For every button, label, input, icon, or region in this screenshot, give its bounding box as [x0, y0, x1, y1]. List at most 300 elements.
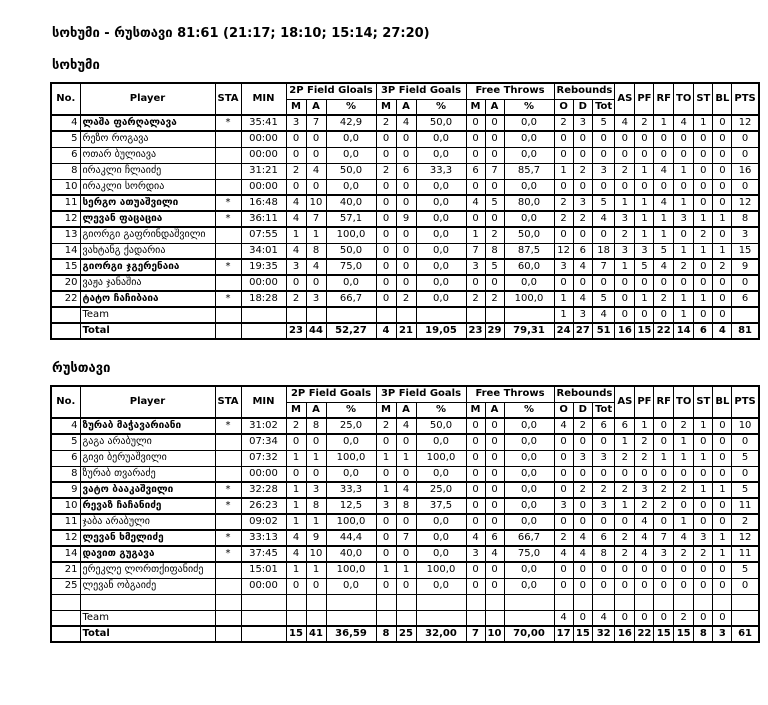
ft-made-cell: 0 — [466, 275, 485, 291]
def-reb-cell: 4 — [573, 291, 592, 307]
rf-cell: 0 — [654, 179, 674, 195]
st-cell: 0 — [694, 147, 713, 163]
no-cell: 5 — [51, 131, 80, 147]
ft-made-cell: 0 — [466, 131, 485, 147]
bl-cell: 2 — [713, 259, 732, 275]
2p-made-cell: 2 — [286, 418, 306, 434]
off-reb-cell: 17 — [554, 626, 573, 642]
tot-reb-cell: 3 — [592, 163, 614, 179]
3p-pct-cell: 0,0 — [416, 466, 466, 482]
2p-made-cell: 1 — [286, 514, 306, 530]
pts-cell — [732, 307, 759, 323]
ft-pct-cell: 0,0 — [504, 115, 554, 131]
ft-pct-cell — [504, 594, 554, 610]
off-reb-cell: 0 — [554, 514, 573, 530]
3p-att-cell: 0 — [396, 179, 416, 195]
3p-made-cell: 0 — [376, 434, 396, 450]
2p-made-cell: 2 — [286, 163, 306, 179]
tot-reb-cell: 4 — [592, 307, 614, 323]
2p-att-cell: 41 — [306, 626, 326, 642]
tot-reb-cell: 3 — [592, 498, 614, 514]
player-name-cell: ლევან ხმელიძე — [80, 530, 215, 546]
col-header-pf: PF — [635, 386, 654, 418]
2p-att-cell: 1 — [306, 514, 326, 530]
pf-cell: 2 — [635, 115, 654, 131]
def-reb-cell: 3 — [573, 307, 592, 323]
ft-made-cell: 0 — [466, 498, 485, 514]
ft-made-cell: 6 — [466, 163, 485, 179]
to-cell: 3 — [674, 211, 694, 227]
3p-att-cell: 7 — [396, 530, 416, 546]
tot-reb-cell: 7 — [592, 259, 614, 275]
pf-cell: 0 — [635, 275, 654, 291]
ft-made-cell: 0 — [466, 466, 485, 482]
2p-att-cell: 3 — [306, 291, 326, 307]
def-reb-cell: 0 — [573, 227, 592, 243]
ft-pct-cell: 79,31 — [504, 323, 554, 339]
ft-made-cell: 0 — [466, 418, 485, 434]
2p-att-cell: 1 — [306, 450, 326, 466]
2p-made-cell: 15 — [286, 626, 306, 642]
3p-pct-cell: 0,0 — [416, 578, 466, 594]
rf-cell: 0 — [654, 131, 674, 147]
to-cell: 1 — [674, 243, 694, 259]
col-header-free-throws: Free Throws — [466, 83, 554, 99]
bl-cell: 0 — [713, 418, 732, 434]
player-name-cell: Total — [80, 626, 215, 642]
2p-made-cell: 1 — [286, 227, 306, 243]
col-header-3p-field-goals: 3P Field Goals — [376, 83, 466, 99]
3p-pct-cell: 0,0 — [416, 434, 466, 450]
3p-att-cell: 21 — [396, 323, 416, 339]
as-cell: 0 — [615, 275, 635, 291]
2p-pct-cell: 0,0 — [326, 578, 376, 594]
match-title: სოხუმი - რუსთავი 81:61 (21:17; 18:10; 15:14; 27:20) — [52, 26, 430, 41]
ft-made-cell: 0 — [466, 578, 485, 594]
3p-att-cell: 4 — [396, 482, 416, 498]
rf-cell: 0 — [654, 147, 674, 163]
3p-made-cell: 2 — [376, 163, 396, 179]
pf-cell: 2 — [635, 498, 654, 514]
2p-att-cell: 0 — [306, 578, 326, 594]
tot-reb-cell: 0 — [592, 179, 614, 195]
col-header-attempts: A — [306, 402, 326, 418]
ft-att-cell: 0 — [485, 466, 504, 482]
2p-made-cell: 4 — [286, 546, 306, 562]
3p-pct-cell: 19,05 — [416, 323, 466, 339]
col-header-player: Player — [80, 386, 215, 418]
3p-pct-cell: 0,0 — [416, 195, 466, 211]
2p-made-cell: 23 — [286, 323, 306, 339]
pf-cell: 4 — [635, 530, 654, 546]
2p-made-cell — [286, 610, 306, 626]
2p-att-cell: 0 — [306, 434, 326, 450]
def-reb-cell: 3 — [573, 450, 592, 466]
off-reb-cell: 3 — [554, 259, 573, 275]
2p-att-cell: 9 — [306, 530, 326, 546]
bl-cell — [713, 594, 732, 610]
min-cell: 00:00 — [241, 179, 286, 195]
bl-cell: 4 — [713, 323, 732, 339]
2p-pct-cell: 33,3 — [326, 482, 376, 498]
off-reb-cell: 0 — [554, 227, 573, 243]
player-row — [51, 450, 759, 466]
player-row — [51, 147, 759, 163]
3p-pct-cell: 100,0 — [416, 562, 466, 578]
as-cell: 6 — [615, 418, 635, 434]
2p-att-cell: 10 — [306, 195, 326, 211]
st-cell: 1 — [694, 211, 713, 227]
2p-pct-cell: 0,0 — [326, 466, 376, 482]
team-row — [51, 610, 759, 626]
as-cell: 4 — [615, 115, 635, 131]
ft-made-cell: 0 — [466, 147, 485, 163]
st-cell: 1 — [694, 243, 713, 259]
st-cell: 0 — [694, 163, 713, 179]
col-header-pf: PF — [635, 83, 654, 115]
player-row — [51, 179, 759, 195]
tot-reb-cell: 0 — [592, 434, 614, 450]
off-reb-cell: 4 — [554, 546, 573, 562]
ft-att-cell: 0 — [485, 482, 504, 498]
off-reb-cell: 2 — [554, 195, 573, 211]
3p-made-cell: 4 — [376, 323, 396, 339]
ft-att-cell: 0 — [485, 450, 504, 466]
ft-made-cell: 7 — [466, 243, 485, 259]
sta-cell — [215, 323, 241, 339]
ft-pct-cell: 0,0 — [504, 482, 554, 498]
min-cell: 35:41 — [241, 115, 286, 131]
st-cell: 0 — [694, 434, 713, 450]
pts-cell: 12 — [732, 530, 759, 546]
ft-made-cell: 0 — [466, 115, 485, 131]
player-row — [51, 259, 759, 275]
player-row — [51, 578, 759, 594]
no-cell: 14 — [51, 243, 80, 259]
2p-made-cell: 1 — [286, 450, 306, 466]
col-header-2p-field-goals: 2P Field Gloals — [286, 83, 376, 99]
ft-att-cell: 7 — [485, 163, 504, 179]
pts-cell: 9 — [732, 259, 759, 275]
2p-made-cell: 0 — [286, 434, 306, 450]
3p-pct-cell: 37,5 — [416, 498, 466, 514]
2p-pct-cell: 100,0 — [326, 562, 376, 578]
col-header-2p-field-goals: 2P Field Goals — [286, 386, 376, 402]
no-cell — [51, 626, 80, 642]
to-cell: 0 — [674, 578, 694, 594]
2p-att-cell: 0 — [306, 147, 326, 163]
2p-att-cell: 7 — [306, 115, 326, 131]
section-sokhumi — [50, 58, 768, 340]
3p-att-cell: 4 — [396, 115, 416, 131]
def-reb-cell: 4 — [573, 259, 592, 275]
as-cell: 0 — [615, 179, 635, 195]
2p-pct-cell: 75,0 — [326, 259, 376, 275]
ft-att-cell: 0 — [485, 514, 504, 530]
def-reb-cell: 0 — [573, 498, 592, 514]
2p-made-cell: 3 — [286, 115, 306, 131]
2p-pct-cell: 0,0 — [326, 147, 376, 163]
ft-made-cell: 0 — [466, 562, 485, 578]
as-cell: 0 — [615, 291, 635, 307]
st-cell: 1 — [694, 115, 713, 131]
as-cell: 1 — [615, 259, 635, 275]
as-cell: 0 — [615, 610, 635, 626]
rf-cell: 4 — [654, 259, 674, 275]
2p-att-cell: 0 — [306, 466, 326, 482]
pts-cell: 11 — [732, 498, 759, 514]
st-cell: 0 — [694, 562, 713, 578]
st-cell: 1 — [694, 450, 713, 466]
2p-made-cell: 1 — [286, 562, 306, 578]
sta-cell: * — [215, 195, 241, 211]
pf-cell: 2 — [635, 450, 654, 466]
3p-made-cell: 0 — [376, 227, 396, 243]
player-name-cell: ირაკლი ჩლაიძე — [80, 163, 215, 179]
as-cell: 2 — [615, 163, 635, 179]
ft-att-cell: 0 — [485, 115, 504, 131]
off-reb-cell — [554, 594, 573, 610]
player-name-cell: ვატო ბააკაშვილი — [80, 482, 215, 498]
tot-reb-cell: 0 — [592, 514, 614, 530]
sta-cell: * — [215, 259, 241, 275]
col-header-attempts: A — [485, 402, 504, 418]
to-cell: 0 — [674, 275, 694, 291]
col-header-no: No. — [51, 83, 80, 115]
empty-row — [51, 594, 759, 610]
3p-att-cell: 0 — [396, 546, 416, 562]
min-cell: 34:01 — [241, 243, 286, 259]
as-cell: 2 — [615, 450, 635, 466]
3p-made-cell: 1 — [376, 482, 396, 498]
min-cell — [241, 626, 286, 642]
pts-cell: 10 — [732, 418, 759, 434]
col-header-player: Player — [80, 83, 215, 115]
bl-cell: 0 — [713, 450, 732, 466]
ft-made-cell: 0 — [466, 211, 485, 227]
2p-pct-cell: 40,0 — [326, 546, 376, 562]
tot-reb-cell: 0 — [592, 275, 614, 291]
2p-pct-cell — [326, 610, 376, 626]
3p-att-cell: 0 — [396, 147, 416, 163]
3p-pct-cell — [416, 594, 466, 610]
player-name-cell: გივი ბერუაშვილი — [80, 450, 215, 466]
st-cell: 0 — [694, 307, 713, 323]
no-cell: 12 — [51, 530, 80, 546]
player-name-cell: გიორგი გაფრინდაშვილი — [80, 227, 215, 243]
st-cell: 0 — [694, 275, 713, 291]
2p-made-cell: 0 — [286, 578, 306, 594]
col-header-st: ST — [694, 83, 713, 115]
player-name-cell: სერგო ათუაშვილი — [80, 195, 215, 211]
3p-pct-cell: 0,0 — [416, 291, 466, 307]
sta-cell — [215, 275, 241, 291]
def-reb-cell: 0 — [573, 610, 592, 626]
2p-att-cell: 8 — [306, 418, 326, 434]
2p-made-cell: 4 — [286, 243, 306, 259]
3p-pct-cell: 0,0 — [416, 211, 466, 227]
ft-att-cell: 0 — [485, 131, 504, 147]
min-cell: 33:13 — [241, 530, 286, 546]
sta-cell: * — [215, 530, 241, 546]
col-header-rebounds: Rebounds — [554, 386, 615, 402]
st-cell: 3 — [694, 530, 713, 546]
player-name-cell: გაგა არაბული — [80, 434, 215, 450]
tot-reb-cell: 0 — [592, 131, 614, 147]
tot-reb-cell — [592, 594, 614, 610]
player-name-cell: ლევან ფაცაცია — [80, 211, 215, 227]
off-reb-cell: 1 — [554, 307, 573, 323]
no-cell: 22 — [51, 291, 80, 307]
def-reb-cell: 2 — [573, 211, 592, 227]
ft-made-cell: 4 — [466, 530, 485, 546]
bl-cell: 0 — [713, 307, 732, 323]
st-cell: 0 — [694, 131, 713, 147]
no-cell: 15 — [51, 259, 80, 275]
def-reb-cell: 0 — [573, 275, 592, 291]
player-name-cell: Team — [80, 610, 215, 626]
2p-att-cell: 7 — [306, 211, 326, 227]
min-cell: 00:00 — [241, 275, 286, 291]
st-cell: 0 — [694, 179, 713, 195]
ft-att-cell: 5 — [485, 259, 504, 275]
pts-cell — [732, 594, 759, 610]
no-cell: 4 — [51, 418, 80, 434]
def-reb-cell: 2 — [573, 482, 592, 498]
no-cell: 6 — [51, 147, 80, 163]
no-cell — [51, 610, 80, 626]
col-header-made: M — [376, 99, 396, 115]
player-row — [51, 195, 759, 211]
col-header-off-rebounds: O — [554, 402, 573, 418]
sta-cell — [215, 179, 241, 195]
rf-cell: 4 — [654, 195, 674, 211]
player-name-cell: ჯაბა არაბული — [80, 514, 215, 530]
col-header-as: AS — [615, 386, 635, 418]
ft-pct-cell: 87,5 — [504, 243, 554, 259]
st-cell: 0 — [694, 466, 713, 482]
2p-pct-cell: 36,59 — [326, 626, 376, 642]
tot-reb-cell: 18 — [592, 243, 614, 259]
col-header-bl: BL — [713, 386, 732, 418]
3p-pct-cell: 25,0 — [416, 482, 466, 498]
def-reb-cell: 6 — [573, 243, 592, 259]
ft-made-cell: 3 — [466, 259, 485, 275]
sta-cell: * — [215, 115, 241, 131]
def-reb-cell: 0 — [573, 434, 592, 450]
pts-cell — [732, 610, 759, 626]
ft-att-cell — [485, 307, 504, 323]
col-header-pts: PTS — [732, 83, 759, 115]
3p-pct-cell: 0,0 — [416, 259, 466, 275]
bl-cell: 1 — [713, 482, 732, 498]
rf-cell: 0 — [654, 434, 674, 450]
ft-pct-cell: 70,00 — [504, 626, 554, 642]
ft-pct-cell — [504, 307, 554, 323]
col-header-to: TO — [674, 83, 694, 115]
col-header-attempts: A — [396, 402, 416, 418]
st-cell: 6 — [694, 323, 713, 339]
header-group-row — [51, 83, 759, 99]
col-header-percent: % — [416, 99, 466, 115]
min-cell — [241, 323, 286, 339]
def-reb-cell: 0 — [573, 578, 592, 594]
rf-cell: 0 — [654, 562, 674, 578]
3p-made-cell: 0 — [376, 131, 396, 147]
2p-made-cell: 3 — [286, 259, 306, 275]
min-cell: 31:21 — [241, 163, 286, 179]
col-header-st: ST — [694, 386, 713, 418]
ft-made-cell: 0 — [466, 450, 485, 466]
as-cell: 3 — [615, 211, 635, 227]
ft-pct-cell: 0,0 — [504, 147, 554, 163]
pf-cell: 1 — [635, 291, 654, 307]
tot-reb-cell: 0 — [592, 227, 614, 243]
col-header-off-rebounds: O — [554, 99, 573, 115]
min-cell: 15:01 — [241, 562, 286, 578]
as-cell: 3 — [615, 243, 635, 259]
def-reb-cell: 4 — [573, 530, 592, 546]
ft-made-cell: 3 — [466, 546, 485, 562]
pf-cell: 3 — [635, 482, 654, 498]
player-row — [51, 514, 759, 530]
tot-reb-cell: 0 — [592, 578, 614, 594]
st-cell: 0 — [694, 514, 713, 530]
off-reb-cell: 2 — [554, 530, 573, 546]
3p-att-cell: 1 — [396, 562, 416, 578]
def-reb-cell — [573, 594, 592, 610]
player-name-cell: ვაჟა ჯანაშია — [80, 275, 215, 291]
rf-cell: 2 — [654, 498, 674, 514]
no-cell: 25 — [51, 578, 80, 594]
pf-cell: 0 — [635, 147, 654, 163]
no-cell: 14 — [51, 546, 80, 562]
pts-cell: 8 — [732, 211, 759, 227]
sta-cell: * — [215, 418, 241, 434]
sta-cell — [215, 163, 241, 179]
3p-made-cell: 0 — [376, 275, 396, 291]
pts-cell: 12 — [732, 195, 759, 211]
pts-cell: 15 — [732, 243, 759, 259]
ft-made-cell: 23 — [466, 323, 485, 339]
ft-made-cell — [466, 594, 485, 610]
def-reb-cell: 27 — [573, 323, 592, 339]
ft-att-cell: 0 — [485, 434, 504, 450]
min-cell: 00:00 — [241, 466, 286, 482]
3p-pct-cell — [416, 307, 466, 323]
as-cell: 0 — [615, 562, 635, 578]
min-cell: 07:55 — [241, 227, 286, 243]
3p-made-cell: 0 — [376, 259, 396, 275]
3p-att-cell — [396, 610, 416, 626]
bl-cell: 3 — [713, 626, 732, 642]
bl-cell: 0 — [713, 227, 732, 243]
col-header-3p-field-goals: 3P Field Goals — [376, 386, 466, 402]
ft-pct-cell: 66,7 — [504, 530, 554, 546]
tot-reb-cell: 6 — [592, 418, 614, 434]
col-header-as: AS — [615, 83, 635, 115]
2p-att-cell: 10 — [306, 546, 326, 562]
no-cell: 10 — [51, 498, 80, 514]
pts-cell: 0 — [732, 434, 759, 450]
col-header-percent: % — [416, 402, 466, 418]
3p-pct-cell: 0,0 — [416, 530, 466, 546]
as-cell: 2 — [615, 227, 635, 243]
min-cell — [241, 610, 286, 626]
tot-reb-cell: 51 — [592, 323, 614, 339]
to-cell: 0 — [674, 227, 694, 243]
bl-cell: 0 — [713, 275, 732, 291]
